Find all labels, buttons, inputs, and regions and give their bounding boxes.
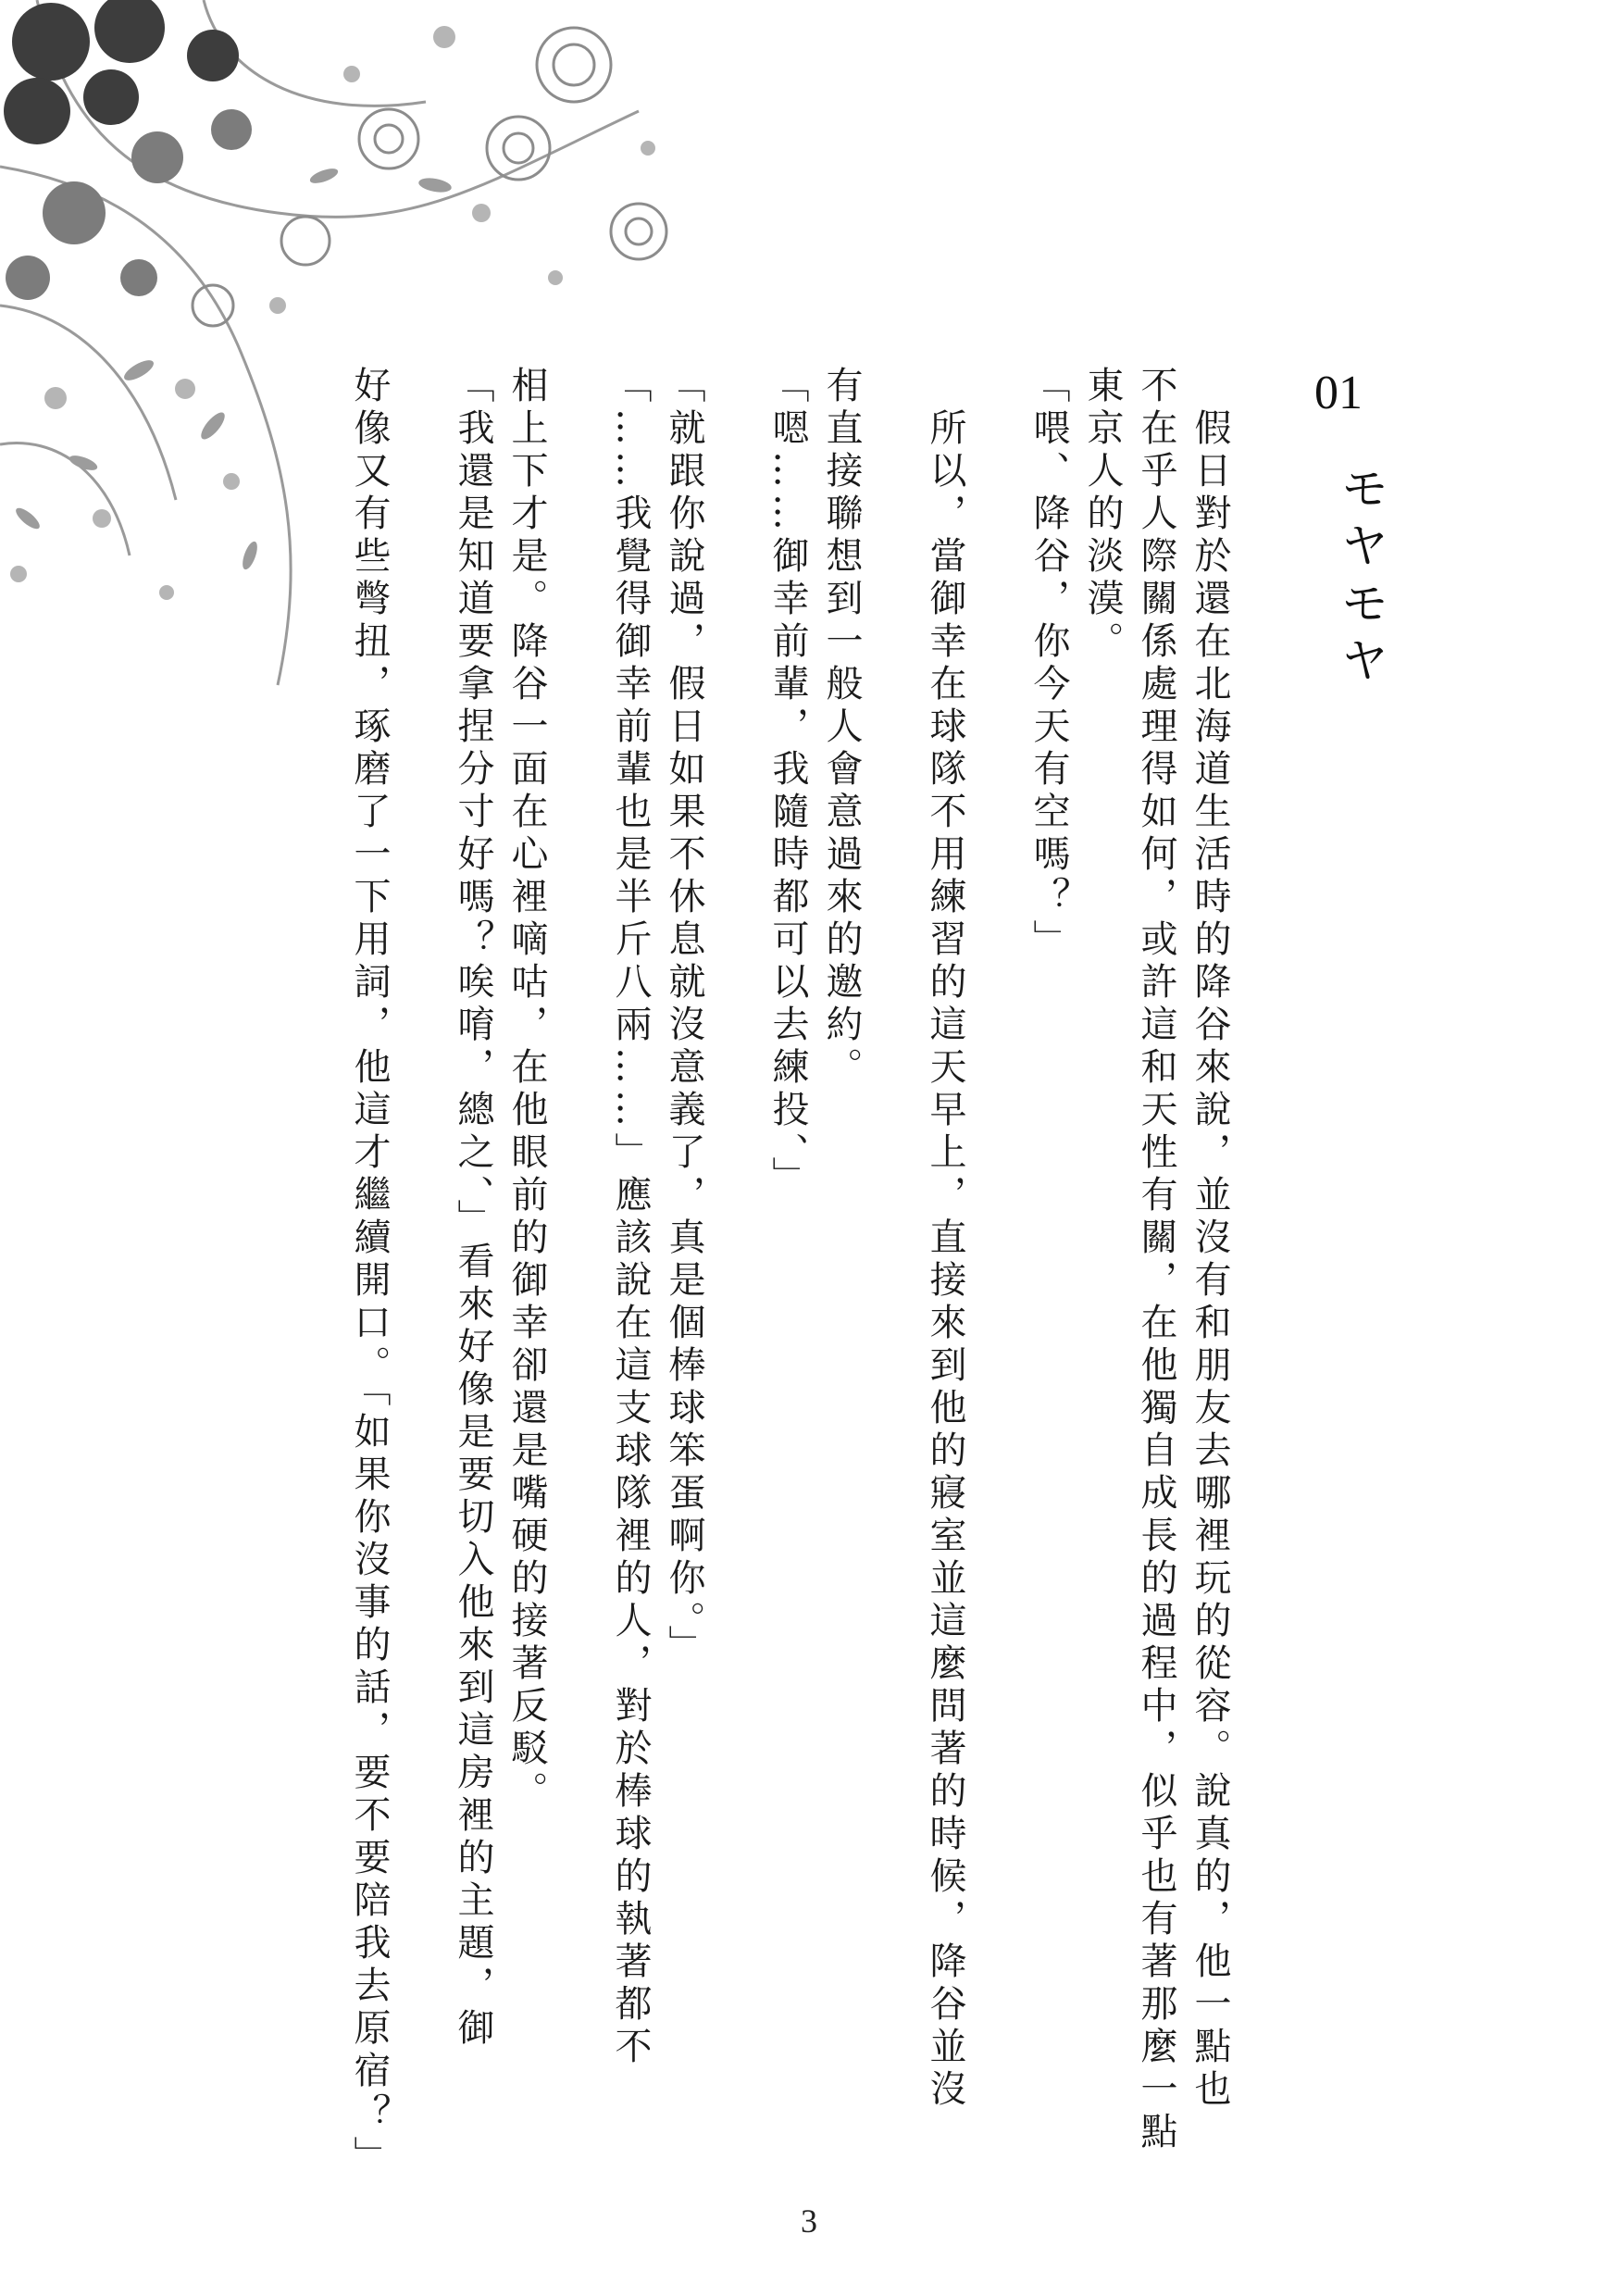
- page-number: 3: [801, 2202, 817, 2240]
- text-line: 「就跟你說過，假日如果不休息就沒意義了，真是個棒球笨蛋啊你。」: [663, 366, 705, 1667]
- text-line: 東京人的淡漠。: [1081, 366, 1124, 664]
- text-line: 所以，當御幸在球隊不用練習的這天早上，直接來到他的寢室並這麼問著的時候，降谷並沒: [924, 366, 966, 2112]
- text-line: 「……我覺得御幸前輩也是半斤八兩……」應該說在這支球隊裡的人，對於棒球的執著都不: [609, 366, 652, 2069]
- text-line: 「我還是知道要拿捏分寸好嗎？唉唷，總之、」看來好像是要切入他來到這房裡的主題，御: [452, 366, 494, 2051]
- chapter-number: 01: [1314, 367, 1363, 419]
- text-line: 假日對於還在北海道生活時的降谷來說，並沒有和朋友去哪裡玩的從容。說真的，他一點也: [1189, 366, 1231, 2112]
- text-line: 相上下才是。降谷一面在心裡嘀咕，在他眼前的御幸卻還是嘴硬的接著反駁。: [505, 366, 548, 1814]
- text-line: 好像又有些彆扭，琢磨了一下用詞，他這才繼續開口。「如果你沒事的話，要不要陪我去原宿？」: [348, 366, 391, 2178]
- text-line: 有直接聯想到一般人會意過來的邀約。: [820, 366, 863, 1090]
- text-line: 「嗯……御幸前輩，我隨時都可以去練投、」: [766, 366, 809, 1199]
- text-line: 「喂、降谷，你今天有空嗎？」: [1027, 366, 1070, 962]
- text-line: 不在乎人際關係處理得如何，或許這和天性有關，在他獨自成長的過程中，似乎也有著那麼一點: [1135, 366, 1177, 2154]
- chapter-title: モヤモヤ: [1332, 463, 1388, 693]
- body-text: [342, 366, 1237, 2178]
